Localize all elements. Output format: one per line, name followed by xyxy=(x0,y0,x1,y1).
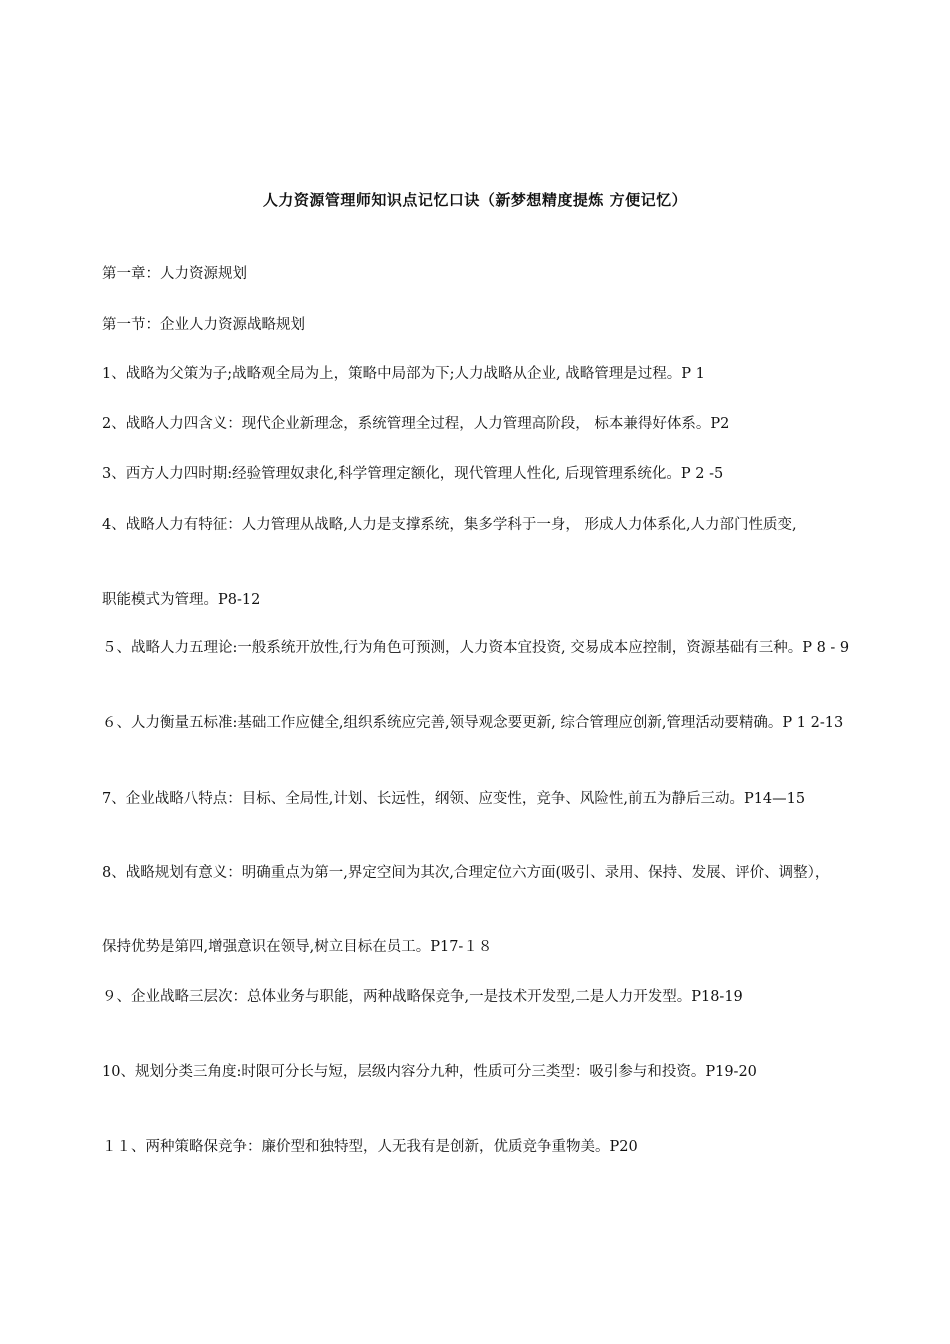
section-heading: 第一节：企业人力资源战略规划 xyxy=(102,317,305,333)
paragraph-item-8-continued: 保持优势是第四,增强意识在领导,树立目标在员工。P17-１８ xyxy=(102,939,493,955)
document-title: 人力资源管理师知识点记忆口诀（新梦想精度提炼 方便记忆） xyxy=(262,191,688,209)
paragraph-item-4-continued: 职能模式为管理。P8-12 xyxy=(102,592,261,608)
paragraph-item-2: 2、战略人力四含义：现代企业新理念，系统管理全过程，人力管理高阶段， 标本兼得好体系。P2 xyxy=(102,416,730,432)
chapter-heading: 第一章：人力资源规划 xyxy=(102,266,247,282)
paragraph-item-11: １１、两种策略保竞争：廉价型和独特型，人无我有是创新，优质竞争重物美。P20 xyxy=(102,1139,638,1155)
paragraph-item-6: ６、人力衡量五标准:基础工作应健全,组织系统应完善,领导观念要更新, 综合管理应创新,管理活动要精确。P 1 2-13 xyxy=(102,715,844,731)
paragraph-item-4: 4、战略人力有特征：人力管理从战略,人力是支撑系统，集多学科于一身， 形成人力体系化,人力部门性质变, xyxy=(102,517,797,533)
paragraph-item-8: 8、战略规划有意义：明确重点为第一,界定空间为其次,合理定位六方面(吸引、录用、保持、发展、评价、调整）， xyxy=(102,865,830,881)
paragraph-item-9: ９、企业战略三层次：总体业务与职能，两种战略保竞争,一是技术开发型,二是人力开发型。P18-19 xyxy=(102,989,743,1005)
paragraph-item-7: 7、企业战略八特点：目标、全局性,计划、长远性，纲领、应变性，竞争、风险性,前五为静后三动。P14—15 xyxy=(102,791,806,807)
paragraph-item-3: 3、西方人力四时期:经验管理奴隶化,科学管理定额化，现代管理人性化, 后现管理系统化。P 2 -5 xyxy=(102,466,724,482)
paragraph-item-5: ５、战略人力五理论:一般系统开放性,行为角色可预测，人力资本宜投资, 交易成本应控制，资源基础有三种。P 8 - 9 xyxy=(102,640,850,656)
paragraph-item-10: 10、规划分类三角度:时限可分长与短，层级内容分九种，性质可分三类型：吸引参与和投资。P19-20 xyxy=(102,1064,757,1080)
paragraph-item-1: 1、战略为父策为子;战略观全局为上，策略中局部为下;人力战略从企业, 战略管理是过程。P 1 xyxy=(102,366,705,382)
